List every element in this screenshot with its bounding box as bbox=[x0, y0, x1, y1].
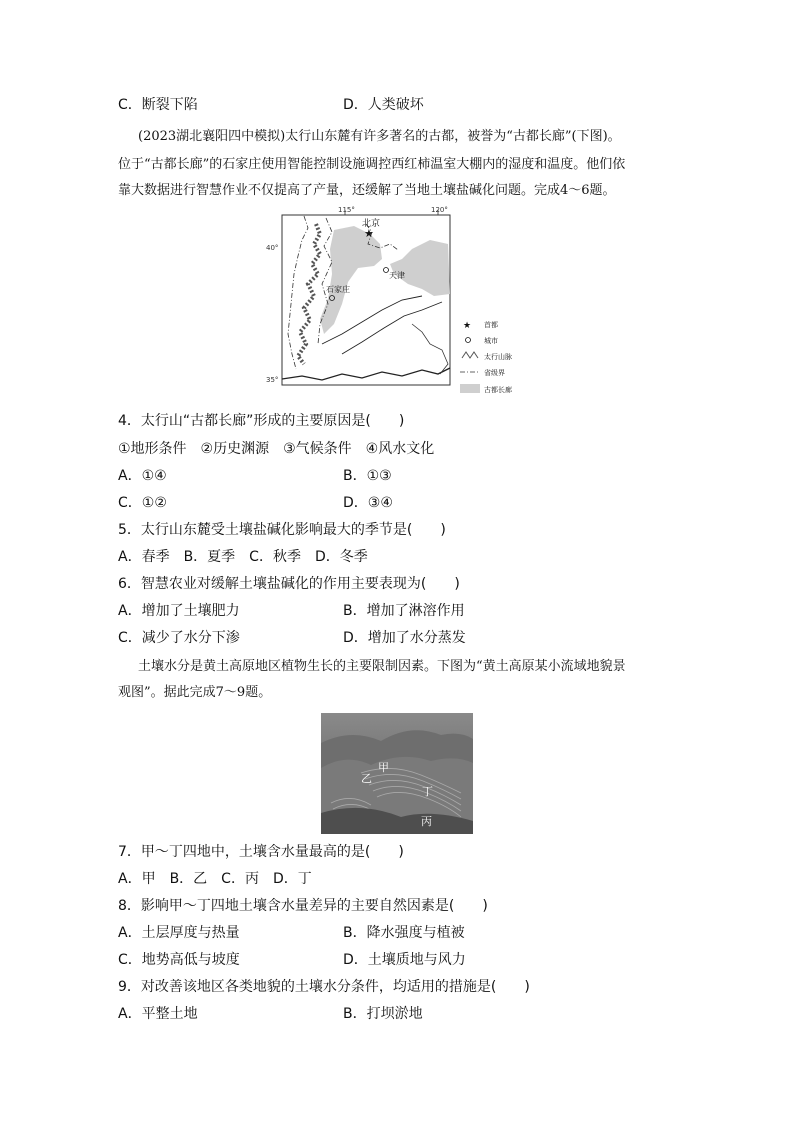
intro1-line1: (2023湖北襄阳四中模拟)太行山东麓有许多著名的古都，被誉为“古都长廊”(下图)。 bbox=[138, 129, 621, 144]
q9-option-a: A．平整土地 bbox=[118, 1006, 198, 1022]
beijing-label: 北京 bbox=[362, 219, 381, 229]
legend-mountain-label: 太行山脉 bbox=[484, 353, 512, 361]
intro1-line3: 靠大数据进行智慧作业不仅提高了产量，还缓解了当地土壤盐碱化问题。完成4～6题。 bbox=[118, 183, 616, 198]
photo-label-jia: 甲 bbox=[378, 761, 389, 774]
lat-40-label: 40° bbox=[266, 244, 279, 252]
q8-option-c: C．地势高低与坡度 bbox=[118, 952, 240, 968]
q4-option-a: A．①④ bbox=[118, 468, 167, 484]
legend-mountain-icon bbox=[462, 352, 478, 358]
lon-115-label: 115° bbox=[338, 206, 355, 214]
q6-option-c: C．减少了水分下渗 bbox=[118, 630, 240, 646]
q5-options: A．春季 B．夏季 C．秋季 D．冬季 bbox=[118, 549, 368, 565]
intro1-line2: 位于“古都长廊”的石家庄使用智能控制设施调控西红柿温室大棚内的湿度和温度。他们依 bbox=[118, 157, 626, 172]
photo-label-bing: 丙 bbox=[421, 815, 432, 828]
q4-items: ①地形条件 ②历史渊源 ③气候条件 ④风水文化 bbox=[118, 441, 435, 457]
corridor-map bbox=[262, 204, 538, 398]
beijing-star: ★ bbox=[364, 227, 374, 240]
q9-option-b: B．打坝淤地 bbox=[343, 1006, 423, 1022]
q4-option-b: B．①③ bbox=[343, 468, 392, 484]
legend-city-icon bbox=[466, 338, 471, 343]
q8-stem: 8．影响甲～丁四地土壤含水量差异的主要自然因素是( ) bbox=[118, 898, 488, 914]
legend-city-label: 城市 bbox=[484, 337, 498, 345]
q4-stem: 4．太行山“古都长廊”形成的主要原因是( ) bbox=[118, 413, 405, 429]
q8-option-a: A．土层厚度与热量 bbox=[118, 925, 240, 941]
q6-stem: 6．智慧农业对缓解土壤盐碱化的作用主要表现为( ) bbox=[118, 576, 460, 592]
q9-stem: 9．对改善该地区各类地貌的土壤水分条件，均适用的措施是( ) bbox=[118, 979, 530, 995]
lat-35-label: 35° bbox=[266, 376, 279, 384]
legend-border-label: 省级界 bbox=[484, 369, 505, 377]
q4-option-c: C．①② bbox=[118, 495, 167, 511]
legend-corridor-label: 古都长廊 bbox=[484, 386, 512, 394]
q7-options: A．甲 B．乙 C．丙 D．丁 bbox=[118, 871, 312, 887]
photo-label-ding: 丁 bbox=[422, 785, 433, 798]
intro2-line1: 土壤水分是黄土高原地区植物生长的主要限制因素。下图为“黄土高原某小流域地貌景 bbox=[138, 659, 626, 674]
q3-option-d: D．人类破坏 bbox=[343, 97, 424, 113]
shijiazhuang-label: 石家庄 bbox=[326, 285, 350, 294]
photo-label-yi: 乙 bbox=[361, 772, 372, 785]
q7-stem: 7．甲～丁四地中，土壤含水量最高的是( ) bbox=[118, 844, 404, 860]
q3-option-c: C．断裂下陷 bbox=[118, 97, 198, 113]
tianjin-label: 天津 bbox=[389, 271, 405, 280]
q6-option-d: D．增加了水分蒸发 bbox=[343, 630, 466, 646]
loess-landscape-photo bbox=[321, 713, 473, 834]
q5-stem: 5．太行山东麓受土壤盐碱化影响最大的季节是( ) bbox=[118, 522, 446, 538]
q8-option-d: D．土壤质地与风力 bbox=[343, 952, 466, 968]
legend-capital-label: 首都 bbox=[484, 321, 498, 329]
q6-option-a: A．增加了土壤肥力 bbox=[118, 603, 240, 619]
q8-option-b: B．降水强度与植被 bbox=[343, 925, 465, 941]
legend-corridor-icon bbox=[460, 384, 480, 393]
lon-120-label: 120° bbox=[431, 206, 448, 214]
q6-option-b: B．增加了淋溶作用 bbox=[343, 603, 465, 619]
intro2-line2: 观图”。据此完成7～9题。 bbox=[118, 685, 272, 700]
legend-capital-icon: ★ bbox=[463, 321, 472, 331]
q4-option-d: D．③④ bbox=[343, 495, 393, 511]
